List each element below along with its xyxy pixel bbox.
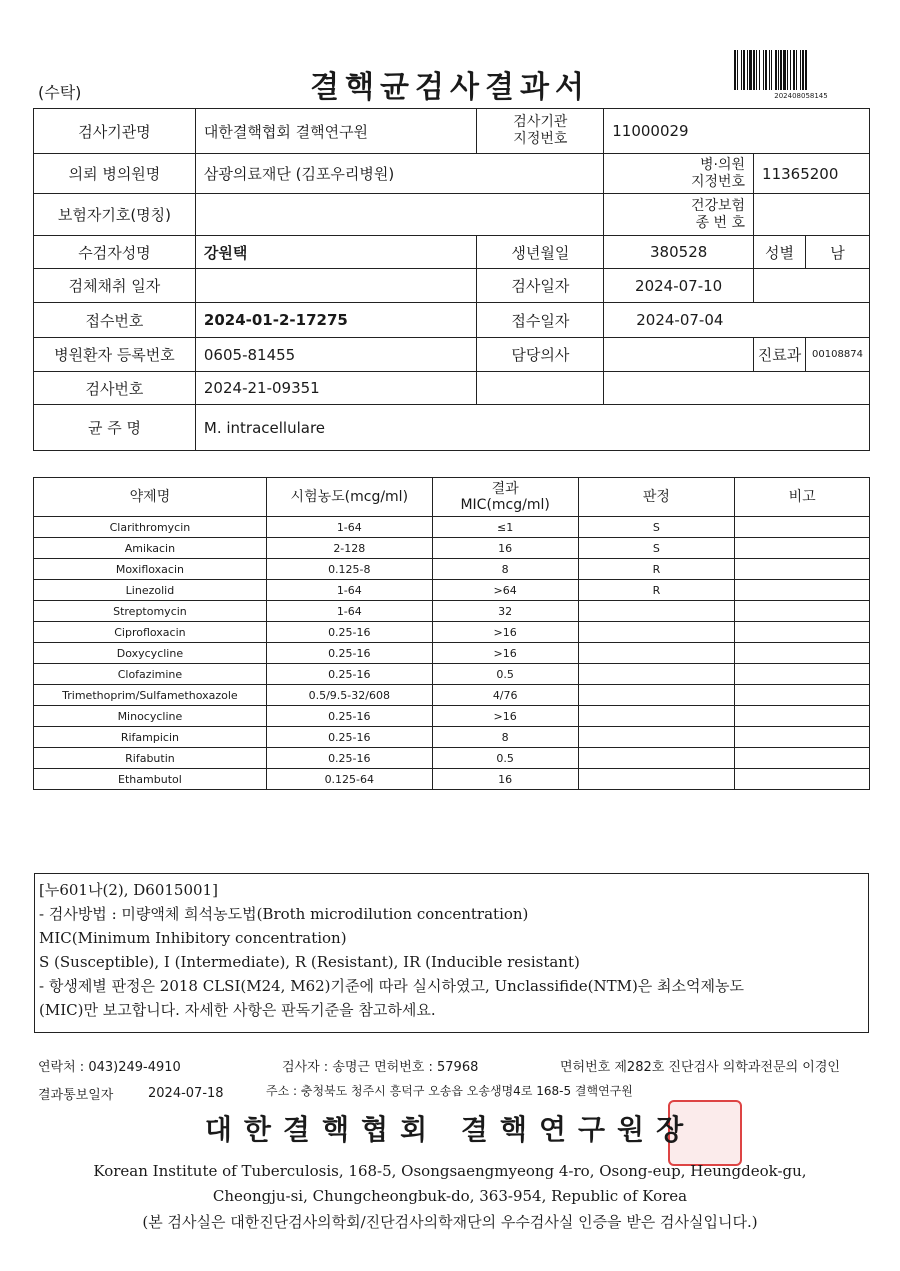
cell-drug: Trimethoprim/Sulfamethoxazole [34, 685, 267, 706]
cell-remark [735, 685, 870, 706]
table-row [34, 706, 870, 727]
cell-mic: 16 [432, 769, 578, 790]
cell-drug: Clofazimine [34, 664, 267, 685]
table-row [34, 622, 870, 643]
cell-mic: >16 [432, 643, 578, 664]
birth-value: 380528 [604, 236, 754, 269]
insurer-value [195, 194, 603, 236]
dept-label: 진료과 [754, 338, 806, 372]
consign-label: (수탁) [38, 83, 82, 102]
collect-value [195, 269, 477, 303]
cell-conc: 2-128 [266, 538, 432, 559]
report-date-label: 결과통보일자 [38, 1088, 114, 1103]
cell-mic: >64 [432, 580, 578, 601]
sex-value: 남 [806, 236, 870, 269]
license: 면허번호 제282호 진단검사 의학과전문의 이경인 [560, 1060, 840, 1075]
inst-code-label: 검사기관 지정번호 [477, 109, 604, 154]
address-en-2: Cheongju-si, Chungcheongbuk-do, 363-954, Republic of Korea [212, 1187, 688, 1205]
cell-drug: Doxycycline [34, 643, 267, 664]
cell-mic: 8 [432, 559, 578, 580]
table-row [34, 538, 870, 559]
cell-conc: 1-64 [266, 601, 432, 622]
cell-mic: >16 [432, 622, 578, 643]
header-result: 결과 MIC(mcg/ml) [432, 478, 578, 517]
cell-mic: 16 [432, 538, 578, 559]
cell-remark [735, 580, 870, 601]
table-row [34, 643, 870, 664]
page-title: 결핵균검사결과서 [310, 70, 590, 105]
cell-remark [735, 706, 870, 727]
cell-mic: 8 [432, 727, 578, 748]
cell-conc: 0.25-16 [266, 706, 432, 727]
cell-drug: Minocycline [34, 706, 267, 727]
cell-drug: Streptomycin [34, 601, 267, 622]
hosp-label: 의뢰 병의원명 [34, 154, 196, 194]
health-label: 건강보험 종 번 호 [604, 194, 754, 236]
cell-conc: 0.5/9.5-32/608 [266, 685, 432, 706]
cell-conc: 0.25-16 [266, 643, 432, 664]
cell-judge [578, 769, 735, 790]
cell-remark [735, 517, 870, 538]
notes-box [34, 873, 869, 1033]
header-judge: 판정 [578, 478, 735, 517]
cell-mic: 32 [432, 601, 578, 622]
table-row [34, 664, 870, 685]
cell-conc: 0.125-64 [266, 769, 432, 790]
tester: 검사자 : 송명근 면허번호 : 57968 [282, 1060, 479, 1075]
notes-line: - 항생제별 판정은 2018 CLSI(M24, M62)기준에 따라 실시하였고, Unclassifide(NTM)은 최소억제농도 [39, 977, 745, 995]
table-row [34, 727, 870, 748]
cell-drug: Linezolid [34, 580, 267, 601]
testdate-extra [754, 269, 870, 303]
regno-label: 병원환자 등록번호 [34, 338, 196, 372]
birth-label: 생년월일 [477, 236, 604, 269]
hosp-code-label: 병·의원 지정번호 [604, 154, 754, 194]
testno-value: 2024-21-09351 [195, 372, 477, 405]
cell-drug: Ethambutol [34, 769, 267, 790]
cell-drug: Clarithromycin [34, 517, 267, 538]
testno-empty-1 [477, 372, 604, 405]
cell-remark [735, 664, 870, 685]
cell-remark [735, 643, 870, 664]
director-title: 대한결핵협회 결핵연구원장 [204, 1113, 696, 1146]
strain-label: 균 주 명 [34, 405, 196, 451]
cell-judge: S [578, 517, 735, 538]
cell-judge [578, 685, 735, 706]
cell-judge [578, 664, 735, 685]
header-remark: 비고 [735, 478, 870, 517]
cell-judge: R [578, 580, 735, 601]
receipt-label: 접수번호 [34, 303, 196, 338]
table-row [34, 685, 870, 706]
receiptdate-value: 2024-07-04 [604, 303, 870, 338]
certification-note: (본 검사실은 대한진단검사의학회/진단검사의학재단의 우수검사실 인증을 받은 검사실입니다.) [142, 1213, 758, 1231]
cell-conc: 0.25-16 [266, 622, 432, 643]
dept-value: 00108874 [806, 338, 870, 372]
cell-remark [735, 538, 870, 559]
table-row [34, 559, 870, 580]
inst-value: 대한결핵협회 결핵연구원 [195, 109, 477, 154]
hosp-code-value: 11365200 [754, 154, 870, 194]
cell-judge [578, 643, 735, 664]
header-drug: 약제명 [34, 478, 267, 517]
cell-conc: 0.25-16 [266, 727, 432, 748]
sex-label: 성별 [754, 236, 806, 269]
cell-mic: 4/76 [432, 685, 578, 706]
address-kr: 주소 : 충청북도 청주시 흥덕구 오송읍 오송생명4로 168-5 결핵연구원 [266, 1084, 633, 1098]
cell-conc: 1-64 [266, 580, 432, 601]
cell-remark [735, 748, 870, 769]
table-row [34, 601, 870, 622]
testdate-value: 2024-07-10 [604, 269, 754, 303]
cell-mic: 0.5 [432, 748, 578, 769]
cell-remark [735, 622, 870, 643]
cell-conc: 0.125-8 [266, 559, 432, 580]
patient-info-table [33, 108, 870, 451]
cell-judge: R [578, 559, 735, 580]
hosp-value: 삼광의료재단 (김포우리병원) [195, 154, 603, 194]
cell-drug: Moxifloxacin [34, 559, 267, 580]
strain-value: M. intracellulare [195, 405, 869, 451]
patient-label: 수검자성명 [34, 236, 196, 269]
inst-code-value: 11000029 [604, 109, 870, 154]
address-en-1: Korean Institute of Tuberculosis, 168-5, Osongsaengmyeong 4-ro, Osong-eup, Heungdeok-gu, [93, 1162, 807, 1180]
collect-label: 검체채취 일자 [34, 269, 196, 303]
notes-line: S (Susceptible), I (Intermediate), R (Resistant), IR (Inducible resistant) [39, 953, 580, 971]
cell-mic: ≤1 [432, 517, 578, 538]
cell-remark [735, 727, 870, 748]
regno-value: 0605-81455 [195, 338, 477, 372]
notes-line: - 검사방법 : 미량액체 희석농도법(Broth microdilution concentration) [39, 905, 529, 923]
inst-label: 검사기관명 [34, 109, 196, 154]
table-row [34, 748, 870, 769]
table-row [34, 580, 870, 601]
cell-judge [578, 706, 735, 727]
notes-line: MIC(Minimum Inhibitory concentration) [39, 929, 347, 947]
cell-judge [578, 748, 735, 769]
table-row [34, 517, 870, 538]
cell-judge [578, 622, 735, 643]
insurer-label: 보험자기호(명칭) [34, 194, 196, 236]
notes-line: (MIC)만 보고합니다. 자세한 사항은 판독기준을 참고하세요. [39, 1001, 436, 1019]
report-date: 2024-07-18 [148, 1086, 224, 1101]
cell-remark [735, 559, 870, 580]
receiptdate-label: 접수일자 [477, 303, 604, 338]
cell-drug: Rifampicin [34, 727, 267, 748]
cell-remark [735, 769, 870, 790]
cell-remark [735, 601, 870, 622]
cell-judge: S [578, 538, 735, 559]
cell-judge [578, 601, 735, 622]
doctor-value [604, 338, 754, 372]
cell-drug: Amikacin [34, 538, 267, 559]
cell-conc: 0.25-16 [266, 748, 432, 769]
testno-label: 검사번호 [34, 372, 196, 405]
cell-drug: Ciprofloxacin [34, 622, 267, 643]
barcode-icon [733, 50, 869, 92]
cell-conc: 1-64 [266, 517, 432, 538]
patient-value: 강원택 [195, 236, 477, 269]
testno-empty-2 [604, 372, 870, 405]
table-row [34, 769, 870, 790]
testdate-label: 검사일자 [477, 269, 604, 303]
barcode-number: 202408058145 [774, 92, 828, 100]
cell-mic: >16 [432, 706, 578, 727]
drug-susceptibility-table [33, 477, 870, 790]
doctor-label: 담당의사 [477, 338, 604, 372]
health-value [754, 194, 870, 236]
contact: 연락처 : 043)249-4910 [38, 1060, 181, 1075]
notes-line: [누601나(2), D6015001] [39, 881, 218, 899]
cell-drug: Rifabutin [34, 748, 267, 769]
cell-conc: 0.25-16 [266, 664, 432, 685]
receipt-value: 2024-01-2-17275 [195, 303, 477, 338]
cell-mic: 0.5 [432, 664, 578, 685]
cell-judge [578, 727, 735, 748]
header-conc: 시험농도(mcg/ml) [266, 478, 432, 517]
